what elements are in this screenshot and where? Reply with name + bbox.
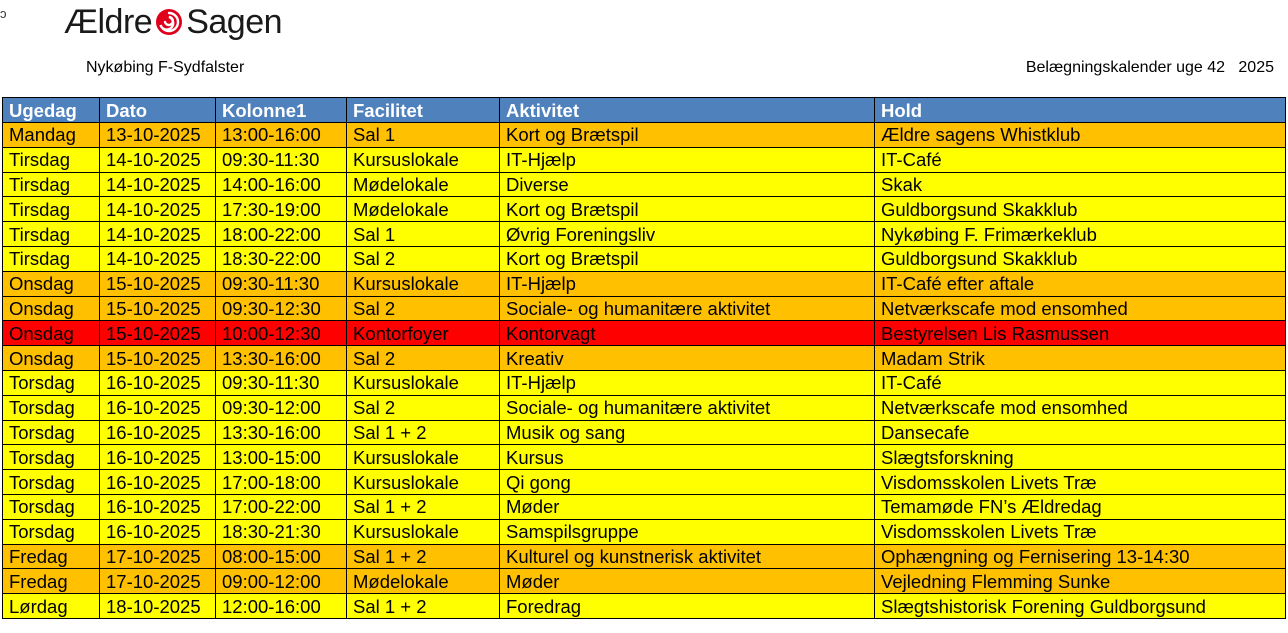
- aeldre-sagen-logo: [64, 2, 282, 42]
- cell-facilitet: Sal 1: [347, 123, 500, 148]
- cell-hold: Bestyrelsen Lis Rasmussen: [875, 321, 1286, 346]
- cell-hold: Nykøbing F. Frimærkeklub: [875, 222, 1286, 247]
- cell-facilitet: Sal 2: [347, 246, 500, 271]
- cell-kolonne1: 09:30-11:30: [216, 271, 347, 296]
- cell-facilitet: Sal 1 + 2: [347, 594, 500, 619]
- cell-kolonne1: 18:00-22:00: [216, 222, 347, 247]
- table-row: [3, 395, 1286, 420]
- table-row: [3, 544, 1286, 569]
- cell-facilitet: Kontorfoyer: [347, 321, 500, 346]
- column-header-ugedag: Ugedag: [3, 98, 100, 123]
- location-title: Nykøbing F-Sydfalster: [86, 59, 245, 76]
- cell-ugedag: Torsdag: [3, 470, 100, 495]
- table-row: [3, 494, 1286, 519]
- table-row: [3, 569, 1286, 594]
- cell-ugedag: Onsdag: [3, 296, 100, 321]
- cell-dato: 15-10-2025: [100, 321, 216, 346]
- cell-hold: Guldborgsund Skakklub: [875, 246, 1286, 271]
- cell-facilitet: Sal 2: [347, 395, 500, 420]
- cell-kolonne1: 09:00-12:00: [216, 569, 347, 594]
- cell-hold: IT-Café: [875, 147, 1286, 172]
- column-header-dato: Dato: [100, 98, 216, 123]
- cell-facilitet: Mødelokale: [347, 569, 500, 594]
- cell-kolonne1: 17:00-18:00: [216, 470, 347, 495]
- cell-aktivitet: Musik og sang: [500, 420, 875, 445]
- table-row: [3, 123, 1286, 148]
- cell-kolonne1: 18:30-21:30: [216, 519, 347, 544]
- cell-ugedag: Tirsdag: [3, 222, 100, 247]
- cell-dato: 16-10-2025: [100, 395, 216, 420]
- booking-calendar-table: [2, 97, 1286, 619]
- cell-kolonne1: 18:30-22:00: [216, 246, 347, 271]
- cell-hold: Ældre sagens Whistklub: [875, 123, 1286, 148]
- cell-aktivitet: Sociale- og humanitære aktivitet: [500, 296, 875, 321]
- cell-aktivitet: Øvrig Foreningsliv: [500, 222, 875, 247]
- cell-kolonne1: 09:30-11:30: [216, 370, 347, 395]
- cell-dato: 17-10-2025: [100, 544, 216, 569]
- cell-aktivitet: Møder: [500, 494, 875, 519]
- cell-facilitet: Kursuslokale: [347, 370, 500, 395]
- cell-aktivitet: Kulturel og kunstnerisk aktivitet: [500, 544, 875, 569]
- cell-dato: 14-10-2025: [100, 222, 216, 247]
- logo-text-second: Sagen: [186, 2, 283, 41]
- cell-kolonne1: 13:30-16:00: [216, 346, 347, 371]
- cell-hold: Skak: [875, 172, 1286, 197]
- cell-aktivitet: IT-Hjælp: [500, 147, 875, 172]
- cell-kolonne1: 09:30-11:30: [216, 147, 347, 172]
- cell-kolonne1: 13:00-15:00: [216, 445, 347, 470]
- corner-mark: ↄ: [0, 6, 7, 21]
- cell-dato: 16-10-2025: [100, 445, 216, 470]
- cell-ugedag: Fredag: [3, 569, 100, 594]
- cell-dato: 16-10-2025: [100, 519, 216, 544]
- table-row: [3, 594, 1286, 619]
- cell-ugedag: Torsdag: [3, 395, 100, 420]
- cell-facilitet: Sal 2: [347, 296, 500, 321]
- spiral-logo-icon: [154, 7, 184, 37]
- table-row: [3, 346, 1286, 371]
- cell-ugedag: Torsdag: [3, 494, 100, 519]
- cell-ugedag: Lørdag: [3, 594, 100, 619]
- cell-hold: Visdomsskolen Livets Træ: [875, 470, 1286, 495]
- cell-hold: Madam Strik: [875, 346, 1286, 371]
- cell-dato: 14-10-2025: [100, 172, 216, 197]
- cell-hold: Slægtshistorisk Forening Guldborgsund: [875, 594, 1286, 619]
- cell-kolonne1: 12:00-16:00: [216, 594, 347, 619]
- cell-kolonne1: 13:00-16:00: [216, 123, 347, 148]
- cell-ugedag: Fredag: [3, 544, 100, 569]
- table-row: [3, 296, 1286, 321]
- cell-facilitet: Sal 1 + 2: [347, 420, 500, 445]
- cell-facilitet: Kursuslokale: [347, 470, 500, 495]
- table-header-row: [3, 98, 1286, 123]
- table-row: [3, 147, 1286, 172]
- cell-ugedag: Mandag: [3, 123, 100, 148]
- cell-dato: 16-10-2025: [100, 470, 216, 495]
- table-body: [3, 123, 1286, 619]
- cell-aktivitet: Kort og Brætspil: [500, 123, 875, 148]
- cell-ugedag: Torsdag: [3, 445, 100, 470]
- cell-aktivitet: Diverse: [500, 172, 875, 197]
- cell-hold: Visdomsskolen Livets Træ: [875, 519, 1286, 544]
- cell-kolonne1: 08:00-15:00: [216, 544, 347, 569]
- table-row: [3, 420, 1286, 445]
- column-header-kolonne1: Kolonne1: [216, 98, 347, 123]
- cell-dato: 15-10-2025: [100, 271, 216, 296]
- table-row: [3, 246, 1286, 271]
- cell-aktivitet: Foredrag: [500, 594, 875, 619]
- cell-facilitet: Kursuslokale: [347, 519, 500, 544]
- column-header-aktivitet: Aktivitet: [500, 98, 875, 123]
- cell-hold: Dansecafe: [875, 420, 1286, 445]
- cell-ugedag: Onsdag: [3, 346, 100, 371]
- cell-kolonne1: 09:30-12:00: [216, 395, 347, 420]
- cell-aktivitet: Samspilsgruppe: [500, 519, 875, 544]
- cell-facilitet: Sal 1 + 2: [347, 494, 500, 519]
- cell-dato: 17-10-2025: [100, 569, 216, 594]
- cell-dato: 14-10-2025: [100, 197, 216, 222]
- cell-dato: 15-10-2025: [100, 346, 216, 371]
- cell-ugedag: Tirsdag: [3, 172, 100, 197]
- table-row: [3, 321, 1286, 346]
- cell-dato: 18-10-2025: [100, 594, 216, 619]
- cell-kolonne1: 13:30-16:00: [216, 420, 347, 445]
- cell-dato: 16-10-2025: [100, 420, 216, 445]
- cell-aktivitet: Kursus: [500, 445, 875, 470]
- table-row: [3, 519, 1286, 544]
- cell-aktivitet: Kort og Brætspil: [500, 246, 875, 271]
- cell-hold: Temamøde FN’s Ældredag: [875, 494, 1286, 519]
- column-header-facilitet: Facilitet: [347, 98, 500, 123]
- cell-aktivitet: Sociale- og humanitære aktivitet: [500, 395, 875, 420]
- cell-ugedag: Torsdag: [3, 519, 100, 544]
- cell-facilitet: Sal 1 + 2: [347, 544, 500, 569]
- cell-ugedag: Onsdag: [3, 321, 100, 346]
- cell-dato: 14-10-2025: [100, 147, 216, 172]
- cell-ugedag: Torsdag: [3, 420, 100, 445]
- cell-hold: IT-Café efter aftale: [875, 271, 1286, 296]
- cell-dato: 13-10-2025: [100, 123, 216, 148]
- cell-aktivitet: IT-Hjælp: [500, 370, 875, 395]
- column-header-hold: Hold: [875, 98, 1286, 123]
- cell-dato: 16-10-2025: [100, 494, 216, 519]
- cell-hold: Slægtsforskning: [875, 445, 1286, 470]
- cell-facilitet: Kursuslokale: [347, 147, 500, 172]
- cell-facilitet: Sal 1: [347, 222, 500, 247]
- cell-hold: Netværkscafe mod ensomhed: [875, 395, 1286, 420]
- cell-kolonne1: 10:00-12:30: [216, 321, 347, 346]
- cell-aktivitet: Kreativ: [500, 346, 875, 371]
- cell-dato: 14-10-2025: [100, 246, 216, 271]
- cell-kolonne1: 17:00-22:00: [216, 494, 347, 519]
- cell-aktivitet: Qi gong: [500, 470, 875, 495]
- cell-kolonne1: 17:30-19:00: [216, 197, 347, 222]
- calendar-title: Belægningskalender uge 42 2025: [1025, 59, 1274, 76]
- table-row: [3, 445, 1286, 470]
- cell-facilitet: Kursuslokale: [347, 271, 500, 296]
- cell-hold: Guldborgsund Skakklub: [875, 197, 1286, 222]
- cell-aktivitet: Møder: [500, 569, 875, 594]
- cell-kolonne1: 14:00-16:00: [216, 172, 347, 197]
- cell-hold: IT-Café: [875, 370, 1286, 395]
- cell-ugedag: Tirsdag: [3, 246, 100, 271]
- cell-facilitet: Mødelokale: [347, 197, 500, 222]
- cell-ugedag: Tirsdag: [3, 197, 100, 222]
- cell-hold: Netværkscafe mod ensomhed: [875, 296, 1286, 321]
- cell-aktivitet: Kontorvagt: [500, 321, 875, 346]
- table-row: [3, 172, 1286, 197]
- cell-kolonne1: 09:30-12:30: [216, 296, 347, 321]
- cell-hold: Ophængning og Fernisering 13-14:30: [875, 544, 1286, 569]
- table-row: [3, 222, 1286, 247]
- table-row: [3, 470, 1286, 495]
- cell-ugedag: Tirsdag: [3, 147, 100, 172]
- cell-ugedag: Onsdag: [3, 271, 100, 296]
- cell-dato: 16-10-2025: [100, 370, 216, 395]
- logo-text-first: Ældre: [64, 2, 153, 41]
- cell-facilitet: Mødelokale: [347, 172, 500, 197]
- cell-facilitet: Sal 2: [347, 346, 500, 371]
- table-row: [3, 197, 1286, 222]
- table-row: [3, 271, 1286, 296]
- cell-ugedag: Torsdag: [3, 370, 100, 395]
- cell-facilitet: Kursuslokale: [347, 445, 500, 470]
- table-row: [3, 370, 1286, 395]
- cell-dato: 15-10-2025: [100, 296, 216, 321]
- cell-hold: Vejledning Flemming Sunke: [875, 569, 1286, 594]
- cell-aktivitet: IT-Hjælp: [500, 271, 875, 296]
- cell-aktivitet: Kort og Brætspil: [500, 197, 875, 222]
